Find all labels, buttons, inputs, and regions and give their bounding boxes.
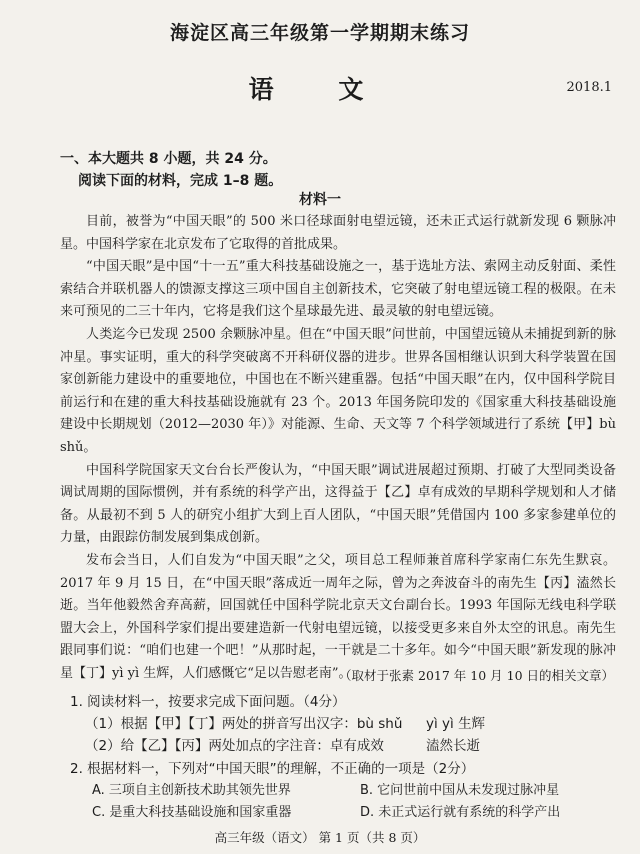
q1-part1-label: （1）根据【甲】【丁】两处的拼音写出汉字： (85, 716, 357, 732)
section-instruction: 阅读下面的材料，完成 1–8 题。 (78, 173, 283, 189)
passage-paragraph-4: 中国科学院国家天文台台长严俊认为，“中国天眼”调试进展超过预期、打破了大型同类设备调试周期的国际惯例，并有系统的科学产出，这得益于【乙】卓有成效的早期科学规划和人才储备。从最初不到 5 人的研究小组扩大到上百人团队，“中国天眼”凭借国内 100 多家参建单位的力量，由跟踪仿制发展到集成创新。 (60, 462, 616, 546)
passage-paragraph-1: 目前，被誉为“中国天眼”的 500 米口径球面射电望远镜，还未正式运行就新发现 6 颗脉冲星。中国科学家在北京发布了它取得的首批成果。 (60, 214, 616, 252)
material-title: 材料一 (299, 192, 341, 208)
exam-date: 2018.1 (566, 80, 612, 95)
q1-part2-label: （2）给【乙】【丙】两处加点的字注音： (85, 738, 330, 754)
question-1-part-1 (85, 712, 402, 732)
page-footer: 高三年级（语文） 第 1 页（共 8 页） (214, 830, 426, 845)
q1-part1-pinyin-a: bù shǔ (356, 716, 403, 732)
exam-title: 海淀区高三年级第一学期期末练习 (169, 22, 470, 44)
q1-part2-word-b: 溘然长逝 (426, 738, 480, 754)
passage-paragraph-3: 人类迄今已发现 2500 余颗脉冲星。但在“中国天眼”问世前，中国望远镜从未捕捉到新的脉冲星。事实证明，重大的科学突破离不开科研仪器的进步。世界各国相继认识到大科学装置在国家创新能力建设中的重要地位，中国也在不断兴建重器。包括“中国天眼”在内，仅中国科学院目前运行和在建的重大科技基础设施就有 23 个。2013 年国务院印发的《国家重大科技基础设施建设中长期规划（2012—2030 年）》对能源、生命、天文等 7 个科学领域进行了系统【甲】bù shǔ。 (60, 326, 616, 455)
q2-option-a: A. 三项自主创新技术助其领先世界 (92, 783, 291, 798)
q2-option-b: B. 它问世前中国从未发现过脉冲星 (360, 783, 560, 798)
question-1-stem: 1. 阅读材料一，按要求完成下面问题。（4分） (70, 694, 346, 710)
subject-title: 语 文 (248, 75, 392, 104)
passage-paragraph-5: 发布会当日，人们自发为“中国天眼”之父，项目总工程师兼首席科学家南仁东先生默哀。2017 年 9 月 15 日，在“中国天眼”落成近一周年之际，曾为之奔波奋斗的南先生【丙】溘然长逝。当年他毅然舍弃高薪，回国就任中国科学院北京天文台副台长。1993 年国际无线电科学联盟大会上，外国科学家们提出要建造新一代射电望远镜，以接受更多来自外太空的讯息。南先生跟同事们说：“咱们也建一个吧！”从那时起，一干就是二十多年。如今“中国天眼”新发现的脉冲星【丁】yì yì 生辉，人们感慨它“足以告慰老南”。 (60, 552, 616, 681)
q1-part1-pinyin-b: yì yì 生辉 (426, 716, 486, 732)
q2-option-d: D. 未正式运行就有系统的科学产出 (360, 805, 561, 820)
question-1-part-2 (85, 734, 384, 754)
passage-source: （取材于张素 2017 年 10 月 10 日的相关文章） (339, 668, 614, 683)
question-2-stem: 2. 根据材料一，下列对“中国天眼”的理解，不正确的一项是（2分） (70, 761, 475, 777)
q1-part2-word-a: 卓有成效 (329, 738, 384, 754)
material-passage (60, 211, 616, 685)
q2-option-c: C. 是重大科技基础设施和国家重器 (92, 805, 292, 820)
passage-paragraph-2: “中国天眼”是中国“十一五”重大科技基础设施之一，基于选址方法、索网主动反射面、柔性索结合并联机器人的馈源支撑这三项中国自主创新技术，它突破了射电望远镜工程的极限。在未来可预见的二三十年内，它将是我们这个星球最先进、最灵敏的射电望远镜。 (60, 259, 616, 320)
section-heading: 一、本大题共 8 小题，共 24 分。 (60, 151, 277, 167)
